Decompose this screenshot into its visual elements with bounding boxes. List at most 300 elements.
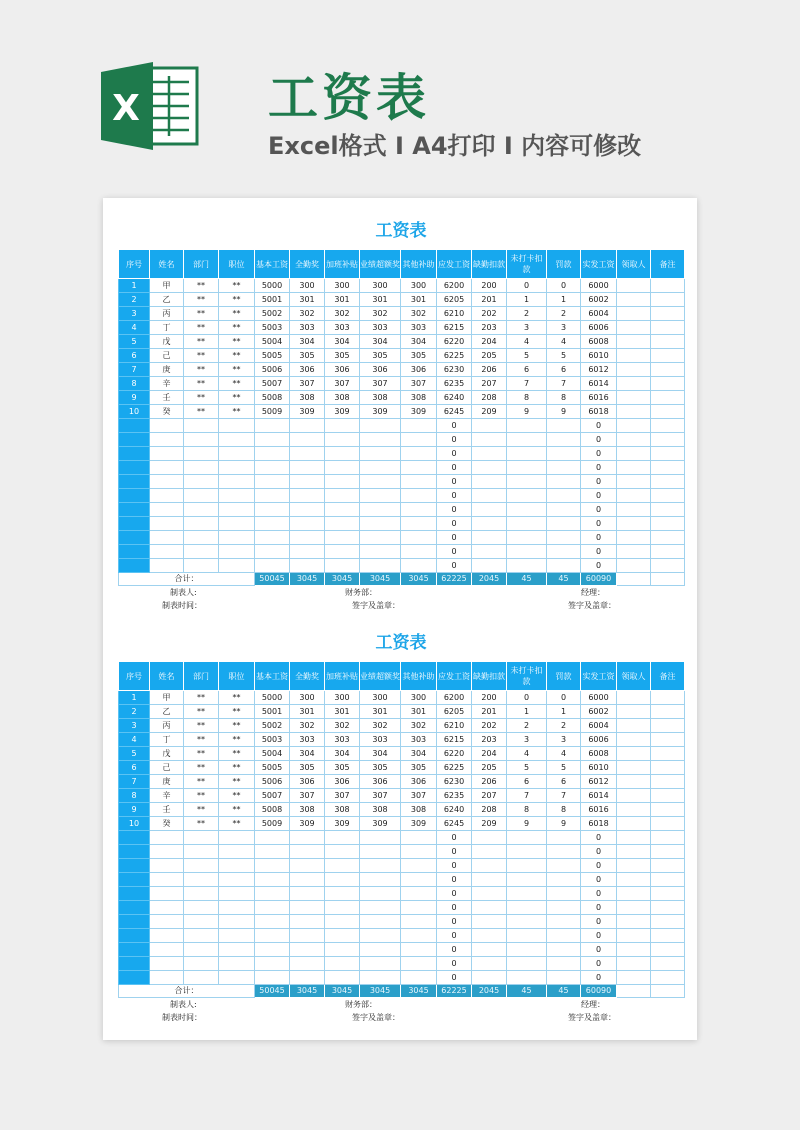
table-cell[interactable]: 戊 [150, 335, 184, 349]
table-cell[interactable]: 202 [472, 307, 507, 321]
table-cell[interactable]: 3 [507, 321, 547, 335]
total-value[interactable]: 60090 [581, 573, 617, 586]
table-cell[interactable] [651, 873, 685, 887]
table-cell[interactable] [651, 293, 685, 307]
table-cell[interactable] [547, 971, 581, 985]
table-cell[interactable] [472, 845, 507, 859]
table-cell[interactable] [401, 503, 437, 517]
table-cell[interactable] [360, 971, 401, 985]
table-cell[interactable] [255, 517, 290, 531]
table-cell[interactable]: 5004 [255, 747, 290, 761]
table-cell[interactable] [651, 405, 685, 419]
table-cell[interactable]: 0 [437, 943, 472, 957]
table-cell[interactable]: 5 [547, 349, 581, 363]
row-number-cell[interactable]: 2 [119, 705, 150, 719]
table-cell[interactable]: 6235 [437, 377, 472, 391]
table-cell[interactable]: ** [219, 391, 255, 405]
table-cell[interactable]: 癸 [150, 817, 184, 831]
table-cell[interactable] [401, 929, 437, 943]
table-cell[interactable]: ** [219, 747, 255, 761]
total-value[interactable]: 2045 [472, 985, 507, 998]
table-cell[interactable] [651, 775, 685, 789]
table-cell[interactable] [290, 545, 325, 559]
total-value[interactable]: 50045 [255, 985, 290, 998]
table-cell[interactable]: 7 [547, 789, 581, 803]
table-cell[interactable] [150, 929, 184, 943]
table-cell[interactable] [617, 943, 651, 957]
table-cell[interactable] [651, 279, 685, 293]
table-cell[interactable]: 0 [437, 489, 472, 503]
table-cell[interactable] [290, 845, 325, 859]
table-cell[interactable] [219, 489, 255, 503]
table-cell[interactable] [472, 517, 507, 531]
table-cell[interactable]: 9 [507, 405, 547, 419]
table-cell[interactable] [472, 531, 507, 545]
table-cell[interactable]: 309 [401, 817, 437, 831]
row-number-cell[interactable] [119, 545, 150, 559]
table-cell[interactable]: 309 [290, 405, 325, 419]
row-number-cell[interactable]: 5 [119, 335, 150, 349]
total-empty-cell[interactable] [651, 985, 685, 998]
table-cell[interactable] [472, 545, 507, 559]
table-cell[interactable]: 6008 [581, 747, 617, 761]
table-cell[interactable]: 5006 [255, 363, 290, 377]
table-cell[interactable] [651, 349, 685, 363]
table-cell[interactable]: 6200 [437, 691, 472, 705]
table-cell[interactable]: 6018 [581, 405, 617, 419]
table-cell[interactable]: 6012 [581, 775, 617, 789]
table-cell[interactable] [651, 489, 685, 503]
table-cell[interactable] [184, 971, 219, 985]
table-cell[interactable]: 309 [360, 817, 401, 831]
table-cell[interactable] [184, 531, 219, 545]
table-cell[interactable] [325, 873, 360, 887]
row-number-cell[interactable]: 7 [119, 363, 150, 377]
table-cell[interactable] [472, 859, 507, 873]
table-cell[interactable]: 4 [507, 747, 547, 761]
row-number-cell[interactable] [119, 929, 150, 943]
table-cell[interactable] [255, 831, 290, 845]
table-cell[interactable]: 6 [507, 775, 547, 789]
table-cell[interactable]: 6220 [437, 747, 472, 761]
table-cell[interactable]: 202 [472, 719, 507, 733]
table-cell[interactable]: 辛 [150, 377, 184, 391]
table-cell[interactable]: ** [184, 817, 219, 831]
table-cell[interactable] [472, 831, 507, 845]
table-cell[interactable]: 6215 [437, 321, 472, 335]
table-cell[interactable]: 304 [290, 747, 325, 761]
table-cell[interactable]: 0 [437, 901, 472, 915]
table-cell[interactable]: 6016 [581, 803, 617, 817]
table-cell[interactable] [507, 545, 547, 559]
table-cell[interactable]: 3 [507, 733, 547, 747]
table-cell[interactable] [401, 461, 437, 475]
table-cell[interactable] [617, 349, 651, 363]
table-cell[interactable] [617, 293, 651, 307]
table-cell[interactable]: 6012 [581, 363, 617, 377]
table-cell[interactable] [617, 475, 651, 489]
table-cell[interactable]: 304 [401, 335, 437, 349]
table-cell[interactable] [150, 831, 184, 845]
row-number-cell[interactable] [119, 517, 150, 531]
table-cell[interactable] [325, 831, 360, 845]
table-cell[interactable]: 205 [472, 761, 507, 775]
table-cell[interactable] [617, 691, 651, 705]
table-cell[interactable] [472, 929, 507, 943]
table-cell[interactable] [150, 531, 184, 545]
table-cell[interactable]: 癸 [150, 405, 184, 419]
table-cell[interactable]: 0 [581, 447, 617, 461]
table-cell[interactable] [651, 559, 685, 573]
table-cell[interactable] [360, 901, 401, 915]
table-cell[interactable]: ** [219, 817, 255, 831]
table-cell[interactable] [150, 901, 184, 915]
table-cell[interactable] [184, 517, 219, 531]
row-number-cell[interactable] [119, 873, 150, 887]
table-cell[interactable]: 6220 [437, 335, 472, 349]
table-cell[interactable] [401, 915, 437, 929]
table-cell[interactable] [290, 433, 325, 447]
row-number-cell[interactable]: 7 [119, 775, 150, 789]
table-cell[interactable]: 0 [581, 831, 617, 845]
table-cell[interactable]: 305 [325, 761, 360, 775]
table-cell[interactable] [472, 971, 507, 985]
table-cell[interactable] [651, 845, 685, 859]
table-cell[interactable]: 304 [401, 747, 437, 761]
table-cell[interactable]: 308 [290, 803, 325, 817]
table-cell[interactable]: 9 [547, 817, 581, 831]
table-cell[interactable]: 0 [581, 559, 617, 573]
table-cell[interactable]: ** [184, 335, 219, 349]
table-cell[interactable]: 303 [290, 321, 325, 335]
table-cell[interactable] [184, 545, 219, 559]
table-cell[interactable] [325, 915, 360, 929]
table-cell[interactable]: 205 [472, 349, 507, 363]
table-cell[interactable] [651, 545, 685, 559]
table-cell[interactable] [617, 719, 651, 733]
table-cell[interactable] [219, 887, 255, 901]
table-cell[interactable] [617, 461, 651, 475]
table-cell[interactable] [651, 859, 685, 873]
row-number-cell[interactable]: 6 [119, 761, 150, 775]
table-cell[interactable]: 5008 [255, 391, 290, 405]
total-empty-cell[interactable] [617, 985, 651, 998]
table-cell[interactable] [150, 957, 184, 971]
table-cell[interactable]: 306 [401, 363, 437, 377]
table-cell[interactable] [360, 531, 401, 545]
table-cell[interactable]: 300 [290, 279, 325, 293]
table-cell[interactable] [325, 929, 360, 943]
row-number-cell[interactable] [119, 559, 150, 573]
table-cell[interactable] [547, 957, 581, 971]
table-cell[interactable]: 6 [507, 363, 547, 377]
table-cell[interactable] [401, 971, 437, 985]
table-cell[interactable]: 6010 [581, 761, 617, 775]
table-cell[interactable]: 戊 [150, 747, 184, 761]
table-cell[interactable]: 306 [401, 775, 437, 789]
table-cell[interactable] [150, 503, 184, 517]
table-cell[interactable]: 308 [360, 391, 401, 405]
table-cell[interactable] [401, 545, 437, 559]
table-cell[interactable] [219, 447, 255, 461]
table-cell[interactable]: 304 [360, 335, 401, 349]
table-cell[interactable]: 6215 [437, 733, 472, 747]
table-cell[interactable] [184, 859, 219, 873]
table-cell[interactable] [360, 887, 401, 901]
table-cell[interactable]: 0 [437, 845, 472, 859]
table-cell[interactable] [651, 887, 685, 901]
table-cell[interactable]: 5001 [255, 705, 290, 719]
table-cell[interactable] [547, 475, 581, 489]
table-cell[interactable] [219, 873, 255, 887]
table-cell[interactable]: 9 [507, 817, 547, 831]
table-cell[interactable]: ** [184, 803, 219, 817]
table-cell[interactable] [184, 447, 219, 461]
table-cell[interactable] [547, 419, 581, 433]
table-cell[interactable] [184, 873, 219, 887]
table-cell[interactable]: 6240 [437, 391, 472, 405]
table-cell[interactable] [651, 789, 685, 803]
table-cell[interactable]: 0 [581, 873, 617, 887]
table-cell[interactable]: 302 [360, 719, 401, 733]
table-cell[interactable] [150, 475, 184, 489]
table-cell[interactable] [472, 461, 507, 475]
table-cell[interactable]: 301 [290, 705, 325, 719]
table-cell[interactable] [255, 545, 290, 559]
table-cell[interactable]: 庚 [150, 775, 184, 789]
table-cell[interactable]: ** [184, 719, 219, 733]
table-cell[interactable]: 5 [507, 761, 547, 775]
table-cell[interactable] [150, 461, 184, 475]
table-cell[interactable] [617, 957, 651, 971]
total-value[interactable]: 3045 [360, 573, 401, 586]
table-cell[interactable] [651, 447, 685, 461]
table-cell[interactable]: 300 [290, 691, 325, 705]
table-cell[interactable] [360, 559, 401, 573]
table-cell[interactable] [651, 433, 685, 447]
table-cell[interactable] [219, 859, 255, 873]
table-cell[interactable]: ** [219, 377, 255, 391]
table-cell[interactable]: 0 [437, 929, 472, 943]
table-cell[interactable]: ** [184, 761, 219, 775]
table-cell[interactable]: ** [184, 321, 219, 335]
table-cell[interactable] [325, 957, 360, 971]
table-cell[interactable]: 6245 [437, 817, 472, 831]
table-cell[interactable]: 309 [401, 405, 437, 419]
table-cell[interactable] [184, 433, 219, 447]
table-cell[interactable] [290, 859, 325, 873]
table-cell[interactable]: 304 [325, 747, 360, 761]
row-number-cell[interactable]: 8 [119, 789, 150, 803]
table-cell[interactable] [547, 831, 581, 845]
table-cell[interactable] [255, 845, 290, 859]
table-cell[interactable]: 8 [547, 391, 581, 405]
table-cell[interactable] [219, 559, 255, 573]
table-cell[interactable]: 6018 [581, 817, 617, 831]
table-cell[interactable]: 5001 [255, 293, 290, 307]
total-value[interactable]: 2045 [472, 573, 507, 586]
table-cell[interactable]: 6014 [581, 789, 617, 803]
table-cell[interactable] [401, 859, 437, 873]
table-cell[interactable] [472, 915, 507, 929]
table-cell[interactable]: 6004 [581, 719, 617, 733]
table-cell[interactable]: 5 [507, 349, 547, 363]
row-number-cell[interactable] [119, 461, 150, 475]
table-cell[interactable] [617, 433, 651, 447]
table-cell[interactable]: 0 [581, 433, 617, 447]
table-cell[interactable]: 0 [581, 489, 617, 503]
table-cell[interactable] [507, 503, 547, 517]
row-number-cell[interactable]: 9 [119, 803, 150, 817]
table-cell[interactable] [219, 461, 255, 475]
total-value[interactable]: 3045 [325, 573, 360, 586]
table-cell[interactable]: 300 [401, 691, 437, 705]
table-cell[interactable]: 5 [547, 761, 581, 775]
table-cell[interactable]: 0 [581, 845, 617, 859]
table-cell[interactable] [325, 845, 360, 859]
table-cell[interactable] [617, 817, 651, 831]
table-cell[interactable] [325, 503, 360, 517]
table-cell[interactable] [184, 461, 219, 475]
table-cell[interactable]: 308 [325, 391, 360, 405]
table-cell[interactable]: 302 [401, 719, 437, 733]
table-cell[interactable]: 303 [360, 733, 401, 747]
table-cell[interactable] [651, 915, 685, 929]
table-cell[interactable]: 302 [325, 719, 360, 733]
table-cell[interactable] [617, 307, 651, 321]
table-cell[interactable] [184, 831, 219, 845]
table-cell[interactable] [401, 887, 437, 901]
table-cell[interactable] [617, 803, 651, 817]
table-cell[interactable]: 204 [472, 747, 507, 761]
table-cell[interactable] [617, 559, 651, 573]
table-cell[interactable]: 303 [401, 321, 437, 335]
table-cell[interactable] [325, 901, 360, 915]
table-cell[interactable] [651, 503, 685, 517]
table-cell[interactable] [617, 489, 651, 503]
table-cell[interactable]: 304 [360, 747, 401, 761]
table-cell[interactable]: ** [219, 775, 255, 789]
table-cell[interactable]: 0 [437, 859, 472, 873]
table-cell[interactable]: 甲 [150, 279, 184, 293]
total-value[interactable]: 62225 [437, 985, 472, 998]
table-cell[interactable]: 0 [437, 433, 472, 447]
table-cell[interactable] [507, 915, 547, 929]
table-cell[interactable] [472, 419, 507, 433]
table-cell[interactable]: 6210 [437, 307, 472, 321]
table-cell[interactable] [547, 887, 581, 901]
row-number-cell[interactable] [119, 531, 150, 545]
table-cell[interactable] [547, 517, 581, 531]
table-cell[interactable] [150, 559, 184, 573]
table-cell[interactable]: 301 [401, 705, 437, 719]
table-cell[interactable]: 0 [581, 503, 617, 517]
table-cell[interactable] [651, 531, 685, 545]
table-cell[interactable] [290, 475, 325, 489]
table-cell[interactable] [507, 845, 547, 859]
table-cell[interactable]: 6016 [581, 391, 617, 405]
table-cell[interactable]: 309 [325, 405, 360, 419]
table-cell[interactable]: 306 [360, 363, 401, 377]
table-cell[interactable]: 8 [547, 803, 581, 817]
table-cell[interactable] [150, 489, 184, 503]
table-cell[interactable]: 306 [325, 363, 360, 377]
total-value[interactable]: 62225 [437, 573, 472, 586]
table-cell[interactable]: 304 [325, 335, 360, 349]
table-cell[interactable] [617, 915, 651, 929]
table-cell[interactable] [507, 531, 547, 545]
table-cell[interactable] [472, 887, 507, 901]
table-cell[interactable]: 308 [360, 803, 401, 817]
table-cell[interactable]: 6006 [581, 321, 617, 335]
table-cell[interactable]: ** [219, 349, 255, 363]
table-cell[interactable] [219, 845, 255, 859]
table-cell[interactable] [360, 433, 401, 447]
table-cell[interactable] [401, 475, 437, 489]
row-number-cell[interactable] [119, 419, 150, 433]
table-cell[interactable] [290, 447, 325, 461]
table-cell[interactable] [547, 943, 581, 957]
table-cell[interactable]: ** [219, 705, 255, 719]
table-cell[interactable]: 6235 [437, 789, 472, 803]
table-cell[interactable]: 0 [437, 475, 472, 489]
table-cell[interactable] [255, 873, 290, 887]
table-cell[interactable]: ** [184, 377, 219, 391]
table-cell[interactable]: 6004 [581, 307, 617, 321]
table-cell[interactable]: 307 [360, 377, 401, 391]
table-cell[interactable] [547, 859, 581, 873]
table-cell[interactable] [255, 929, 290, 943]
row-number-cell[interactable]: 10 [119, 405, 150, 419]
table-cell[interactable]: 0 [581, 545, 617, 559]
table-cell[interactable] [472, 901, 507, 915]
table-cell[interactable] [360, 929, 401, 943]
table-cell[interactable]: ** [219, 307, 255, 321]
table-cell[interactable] [325, 419, 360, 433]
table-cell[interactable] [325, 943, 360, 957]
table-cell[interactable]: 301 [360, 705, 401, 719]
table-cell[interactable]: 1 [547, 705, 581, 719]
table-cell[interactable] [150, 943, 184, 957]
table-cell[interactable] [184, 901, 219, 915]
table-cell[interactable]: 6225 [437, 761, 472, 775]
table-cell[interactable]: ** [219, 761, 255, 775]
table-cell[interactable] [651, 419, 685, 433]
table-cell[interactable]: 丙 [150, 719, 184, 733]
table-cell[interactable] [547, 915, 581, 929]
table-cell[interactable]: 308 [401, 391, 437, 405]
table-cell[interactable] [401, 517, 437, 531]
table-cell[interactable]: 0 [547, 279, 581, 293]
table-cell[interactable]: 208 [472, 391, 507, 405]
table-cell[interactable] [507, 929, 547, 943]
table-cell[interactable] [547, 901, 581, 915]
table-cell[interactable] [150, 873, 184, 887]
table-cell[interactable]: 2 [547, 719, 581, 733]
table-cell[interactable]: 5002 [255, 719, 290, 733]
table-cell[interactable]: 5009 [255, 405, 290, 419]
table-cell[interactable]: 302 [290, 719, 325, 733]
table-cell[interactable] [360, 517, 401, 531]
table-cell[interactable] [255, 971, 290, 985]
table-cell[interactable] [255, 901, 290, 915]
table-cell[interactable] [617, 377, 651, 391]
table-cell[interactable] [651, 691, 685, 705]
table-cell[interactable] [360, 447, 401, 461]
table-cell[interactable] [255, 461, 290, 475]
table-cell[interactable] [219, 475, 255, 489]
table-cell[interactable] [184, 475, 219, 489]
